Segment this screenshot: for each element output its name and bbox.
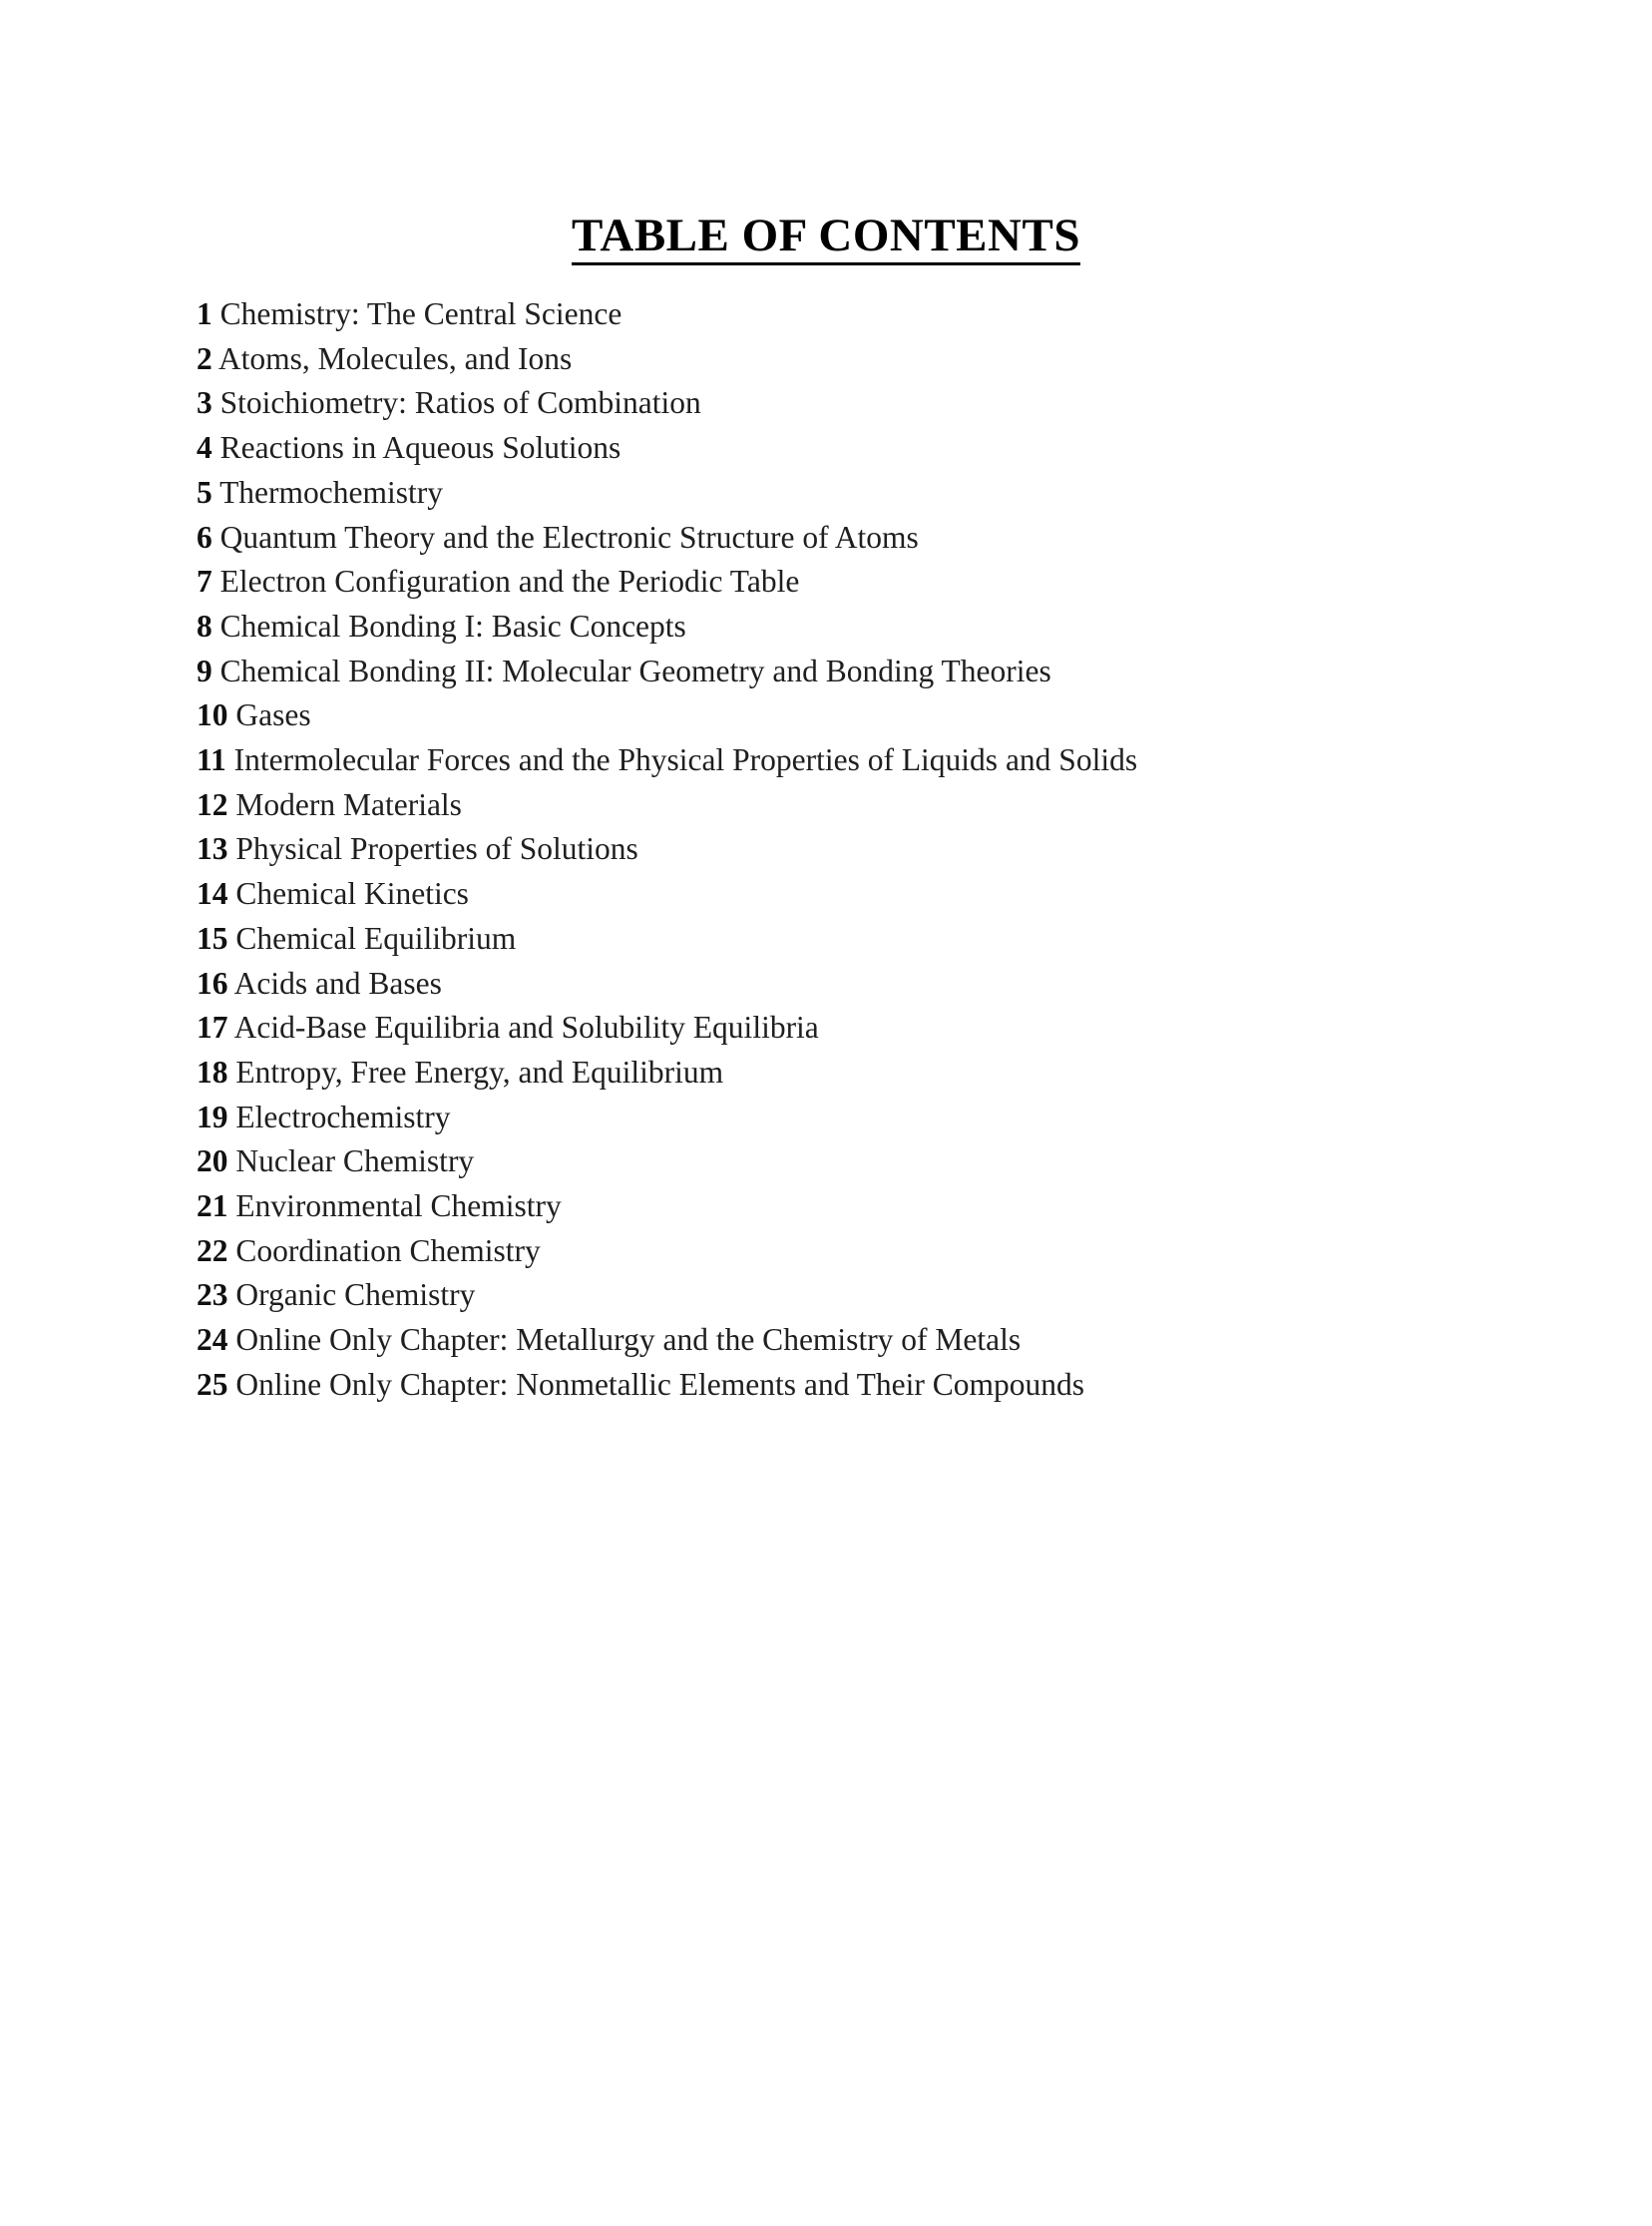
toc-entry bbox=[197, 1273, 1513, 1318]
toc-entry-title: Environmental Chemistry bbox=[235, 1188, 562, 1224]
toc-entry-title: Reactions in Aqueous Solutions bbox=[219, 430, 621, 466]
toc-entry-number: 14 bbox=[197, 876, 228, 912]
toc-entry-number: 10 bbox=[197, 697, 228, 733]
toc-entry bbox=[197, 1006, 1513, 1051]
toc-entry-number: 17 bbox=[197, 1010, 228, 1046]
toc-entry-number: 5 bbox=[197, 474, 212, 510]
toc-entry bbox=[197, 962, 1513, 1007]
toc-entry bbox=[197, 516, 1513, 561]
toc-entry bbox=[197, 827, 1513, 872]
toc-entry bbox=[197, 1318, 1513, 1363]
toc-entry-title: Physical Properties of Solutions bbox=[235, 831, 638, 867]
toc-entry bbox=[197, 1139, 1513, 1184]
toc-entry-number: 13 bbox=[197, 831, 228, 867]
toc-entry-number: 25 bbox=[197, 1366, 228, 1402]
toc-entry bbox=[197, 1363, 1513, 1408]
toc-entry bbox=[197, 471, 1513, 516]
toc-entry-title: Atoms, Molecules, and Ions bbox=[217, 340, 573, 376]
toc-entry-number: 6 bbox=[197, 519, 212, 555]
toc-entry-title: Modern Materials bbox=[235, 786, 462, 822]
toc-entry-number: 9 bbox=[197, 653, 212, 688]
toc-entry bbox=[197, 1096, 1513, 1140]
toc-entry-title: Chemical Equilibrium bbox=[235, 920, 517, 956]
toc-entry bbox=[197, 1229, 1513, 1274]
toc-entry-title: Electrochemistry bbox=[235, 1099, 451, 1134]
toc-entry-title: Online Only Chapter: Metallurgy and the Chemistry of Metals bbox=[235, 1322, 1022, 1358]
toc-entry bbox=[197, 560, 1513, 605]
toc-entry bbox=[197, 381, 1513, 426]
toc-entry-number: 1 bbox=[197, 296, 212, 331]
toc-entry-number: 2 bbox=[197, 340, 212, 376]
toc-entry bbox=[197, 650, 1513, 694]
toc-entry-number: 12 bbox=[197, 786, 228, 822]
toc-entry-number: 23 bbox=[197, 1277, 228, 1313]
toc-entry-number: 3 bbox=[197, 385, 212, 421]
toc-entry-number: 21 bbox=[197, 1188, 228, 1224]
toc-entry-number: 8 bbox=[197, 608, 212, 644]
toc-entry-title: Chemical Bonding I: Basic Concepts bbox=[219, 608, 686, 644]
toc-entry-number: 11 bbox=[197, 742, 226, 778]
toc-entry-title: Acid-Base Equilibria and Solubility Equilibria bbox=[233, 1010, 819, 1046]
toc-entry bbox=[197, 426, 1513, 471]
toc-entry bbox=[197, 337, 1513, 382]
toc-entry-title: Organic Chemistry bbox=[235, 1277, 476, 1313]
toc-entry-number: 24 bbox=[197, 1322, 228, 1358]
toc-entry-title: Gases bbox=[235, 697, 311, 733]
page-title bbox=[0, 210, 1652, 265]
toc-entry-number: 20 bbox=[197, 1143, 228, 1179]
toc-entry-title: Chemistry: The Central Science bbox=[219, 296, 622, 331]
toc-entry-title: Online Only Chapter: Nonmetallic Elements and Their Compounds bbox=[235, 1366, 1085, 1402]
toc-entry-title: Acids and Bases bbox=[233, 965, 442, 1001]
toc-entry-number: 7 bbox=[197, 564, 212, 600]
toc-entry-title: Coordination Chemistry bbox=[235, 1232, 541, 1268]
toc-entry bbox=[197, 1051, 1513, 1096]
toc-entry-number: 15 bbox=[197, 920, 228, 956]
toc-entry bbox=[197, 783, 1513, 828]
table-of-contents-list bbox=[197, 292, 1513, 1408]
toc-entry-number: 16 bbox=[197, 965, 228, 1001]
toc-entry-title: Entropy, Free Energy, and Equilibrium bbox=[235, 1054, 724, 1090]
page-title-text: TABLE OF CONTENTS bbox=[572, 213, 1080, 265]
toc-entry bbox=[197, 693, 1513, 738]
toc-entry-title: Quantum Theory and the Electronic Structure of Atoms bbox=[219, 519, 919, 555]
toc-entry-title: Chemical Kinetics bbox=[235, 876, 469, 912]
toc-entry-title: Chemical Bonding II: Molecular Geometry and Bonding Theories bbox=[219, 653, 1051, 688]
toc-entry bbox=[197, 292, 1513, 337]
toc-entry-number: 22 bbox=[197, 1232, 228, 1268]
toc-entry-number: 19 bbox=[197, 1099, 228, 1134]
toc-entry-title: Intermolecular Forces and the Physical Properties of Liquids and Solids bbox=[233, 742, 1138, 778]
toc-entry-number: 18 bbox=[197, 1054, 228, 1090]
toc-entry bbox=[197, 917, 1513, 962]
toc-entry-title: Stoichiometry: Ratios of Combination bbox=[219, 385, 701, 421]
toc-entry-title: Electron Configuration and the Periodic Table bbox=[219, 564, 800, 600]
toc-entry bbox=[197, 738, 1513, 783]
toc-entry bbox=[197, 1184, 1513, 1229]
toc-entry bbox=[197, 605, 1513, 650]
toc-entry-number: 4 bbox=[197, 430, 212, 466]
toc-entry-title: Thermochemistry bbox=[219, 474, 443, 510]
toc-entry-title: Nuclear Chemistry bbox=[235, 1143, 475, 1179]
toc-entry bbox=[197, 872, 1513, 917]
